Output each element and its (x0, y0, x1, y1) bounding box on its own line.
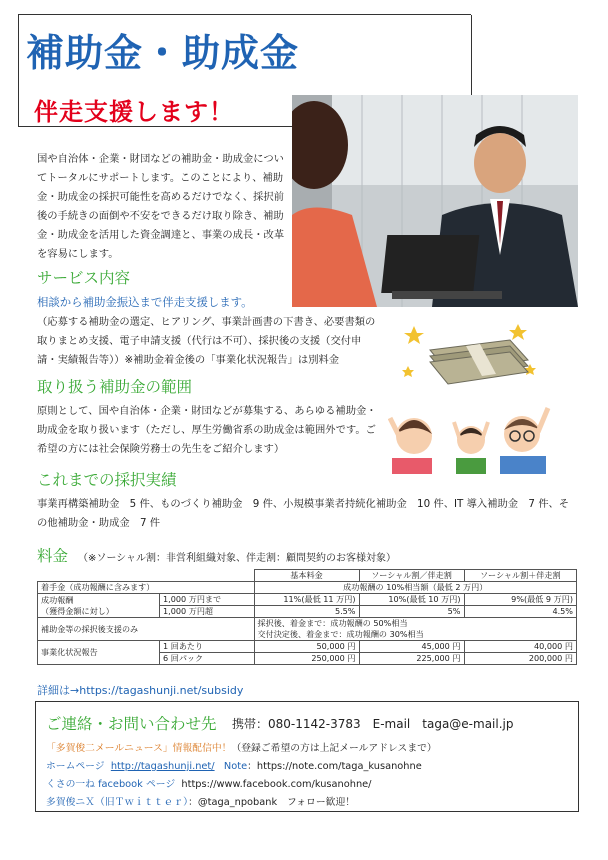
cell: 4.5% (464, 606, 577, 618)
col-header-combo: ソーシャル割＋伴走割 (464, 570, 577, 582)
cell: 10%(最低 10 万円) (359, 594, 464, 606)
record-body: 事業再構築補助金 5 件、ものづくり補助金 9 件、小規模事業者持続化補助金 10 件、IT 導入補助金 7 件、その他補助金・助成金 7 件 (37, 498, 570, 529)
cell: 11%(最低 11 万円) (254, 594, 359, 606)
x-label: 多賀俊ニＸ（旧Ｔｗｉｔｔｅｒ） (46, 797, 189, 808)
col-header-base: 基本料金 (254, 570, 359, 582)
newsletter-line (46, 740, 437, 754)
fee-table (37, 569, 577, 665)
report-once: 1 回あたり (160, 641, 255, 653)
facebook-line (46, 776, 371, 790)
contact-heading: ご連絡・お問い合わせ先 (46, 715, 217, 733)
service-body: （応募する補助金の選定、ヒアリング、事業計画書の下書き、必要書類の取りまとめ支援、電子申請支援（代行は不可）、採択後の支援（交付申請・実績報告等））※補助金着金後の「事業化状況報告」は別料金 (37, 316, 376, 366)
cell: 225,000 円 (359, 653, 464, 665)
money-stack-illustration (400, 320, 540, 392)
table-row (38, 582, 577, 594)
newsletter-note: （登録ご希望の方は上記メールアドレスまで） (231, 743, 437, 754)
row-label-report: 事業化状況報告 (38, 641, 160, 665)
post-support-values: 採択後、着金まで：成功報酬の 50%相当 交付決定後、着金まで：成功報酬の 30%相当 (254, 618, 577, 641)
cell: 40,000 円 (464, 641, 577, 653)
note-link[interactable]: ：https://note.com/taga_kusanohne (247, 761, 422, 772)
facebook-link[interactable]: https://www.facebook.com/kusanohne/ (181, 779, 372, 790)
page-subtitle: 伴走支援します！ (34, 98, 234, 126)
table-row (38, 618, 577, 641)
contact-phone-email: 携帯：080-1142-3783 E-mail taga@e-mail.jp (232, 717, 514, 731)
tier-over: 1,000 万円超 (160, 606, 255, 618)
table-row (38, 641, 577, 653)
row-label-start: 着手金（成功報酬に含みます） (38, 582, 255, 594)
facebook-label: くさの一ね facebook ページ (46, 779, 176, 790)
table-row (38, 594, 577, 606)
homepage-link[interactable]: http://tagashunji.net/ (110, 761, 215, 772)
row-label-success: 成功報酬 （獲得金額に対し） (38, 594, 160, 618)
table-row (38, 570, 577, 582)
homepage-line (46, 758, 422, 772)
scope-body: 原則として、国や自治体・企業・財団などが募集する、あらゆる補助金・助成金を取り扱います（ただし、厚生労働省系の助成金は範囲外です。ご希望の方には社会保険労務士の先生をご紹介します） (37, 405, 377, 455)
cell: 5% (359, 606, 464, 618)
service-heading: サービス内容 (37, 269, 131, 287)
cell: 50,000 円 (254, 641, 359, 653)
report-pack: 6 回パック (160, 653, 255, 665)
start-fee-value: 成功報酬の 10%相当額（最低 2 万円） (254, 582, 577, 594)
consultation-photo (292, 95, 578, 307)
note-label: Note (223, 761, 248, 772)
page-title: 補助金・助成金 (26, 31, 300, 75)
x-handle[interactable]: ：@taga_npobank フォロー歓迎！ (188, 797, 356, 808)
tier-up-to: 1,000 万円まで (160, 594, 255, 606)
cell: 5.5% (254, 606, 359, 618)
service-subheading: 相談から補助金振込まで伴走支援します。 (37, 295, 253, 309)
happy-people-illustration (388, 398, 570, 474)
cell: 45,000 円 (359, 641, 464, 653)
newsletter-label: 「多賀俊二メールニュース」情報配信中！ (46, 743, 232, 754)
details-link[interactable]: 詳細は→https://tagashunji.net/subsidy (37, 684, 244, 697)
cell: 200,000 円 (464, 653, 577, 665)
col-header-social: ソーシャル割／伴走割 (359, 570, 464, 582)
fee-note: （※ソーシャル割：非営利組織対象、伴走割：顧問契約のお客様対象） (78, 553, 396, 564)
row-label-post: 補助金等の採択後支援のみ (38, 618, 255, 641)
record-heading: これまでの採択実績 (37, 471, 177, 489)
fee-heading: 料金 (37, 547, 69, 565)
intro-paragraph: 国や自治体・企業・財団などの補助金・助成金についてトータルにサポートします。このことにより、補助金・助成金の採択可能性を高めるだけでなく、採択前後の手続きの面倒や不安をできるだけ取り除き、補助金・助成金を活用した資金調達と、事業の成長・改革を容易にします。 (37, 153, 285, 260)
homepage-label: ホームページ (46, 761, 105, 772)
scope-heading: 取り扱う補助金の範囲 (37, 378, 193, 396)
x-line (46, 794, 355, 808)
cell: 9%(最低 9 万円) (464, 594, 577, 606)
cell: 250,000 円 (254, 653, 359, 665)
